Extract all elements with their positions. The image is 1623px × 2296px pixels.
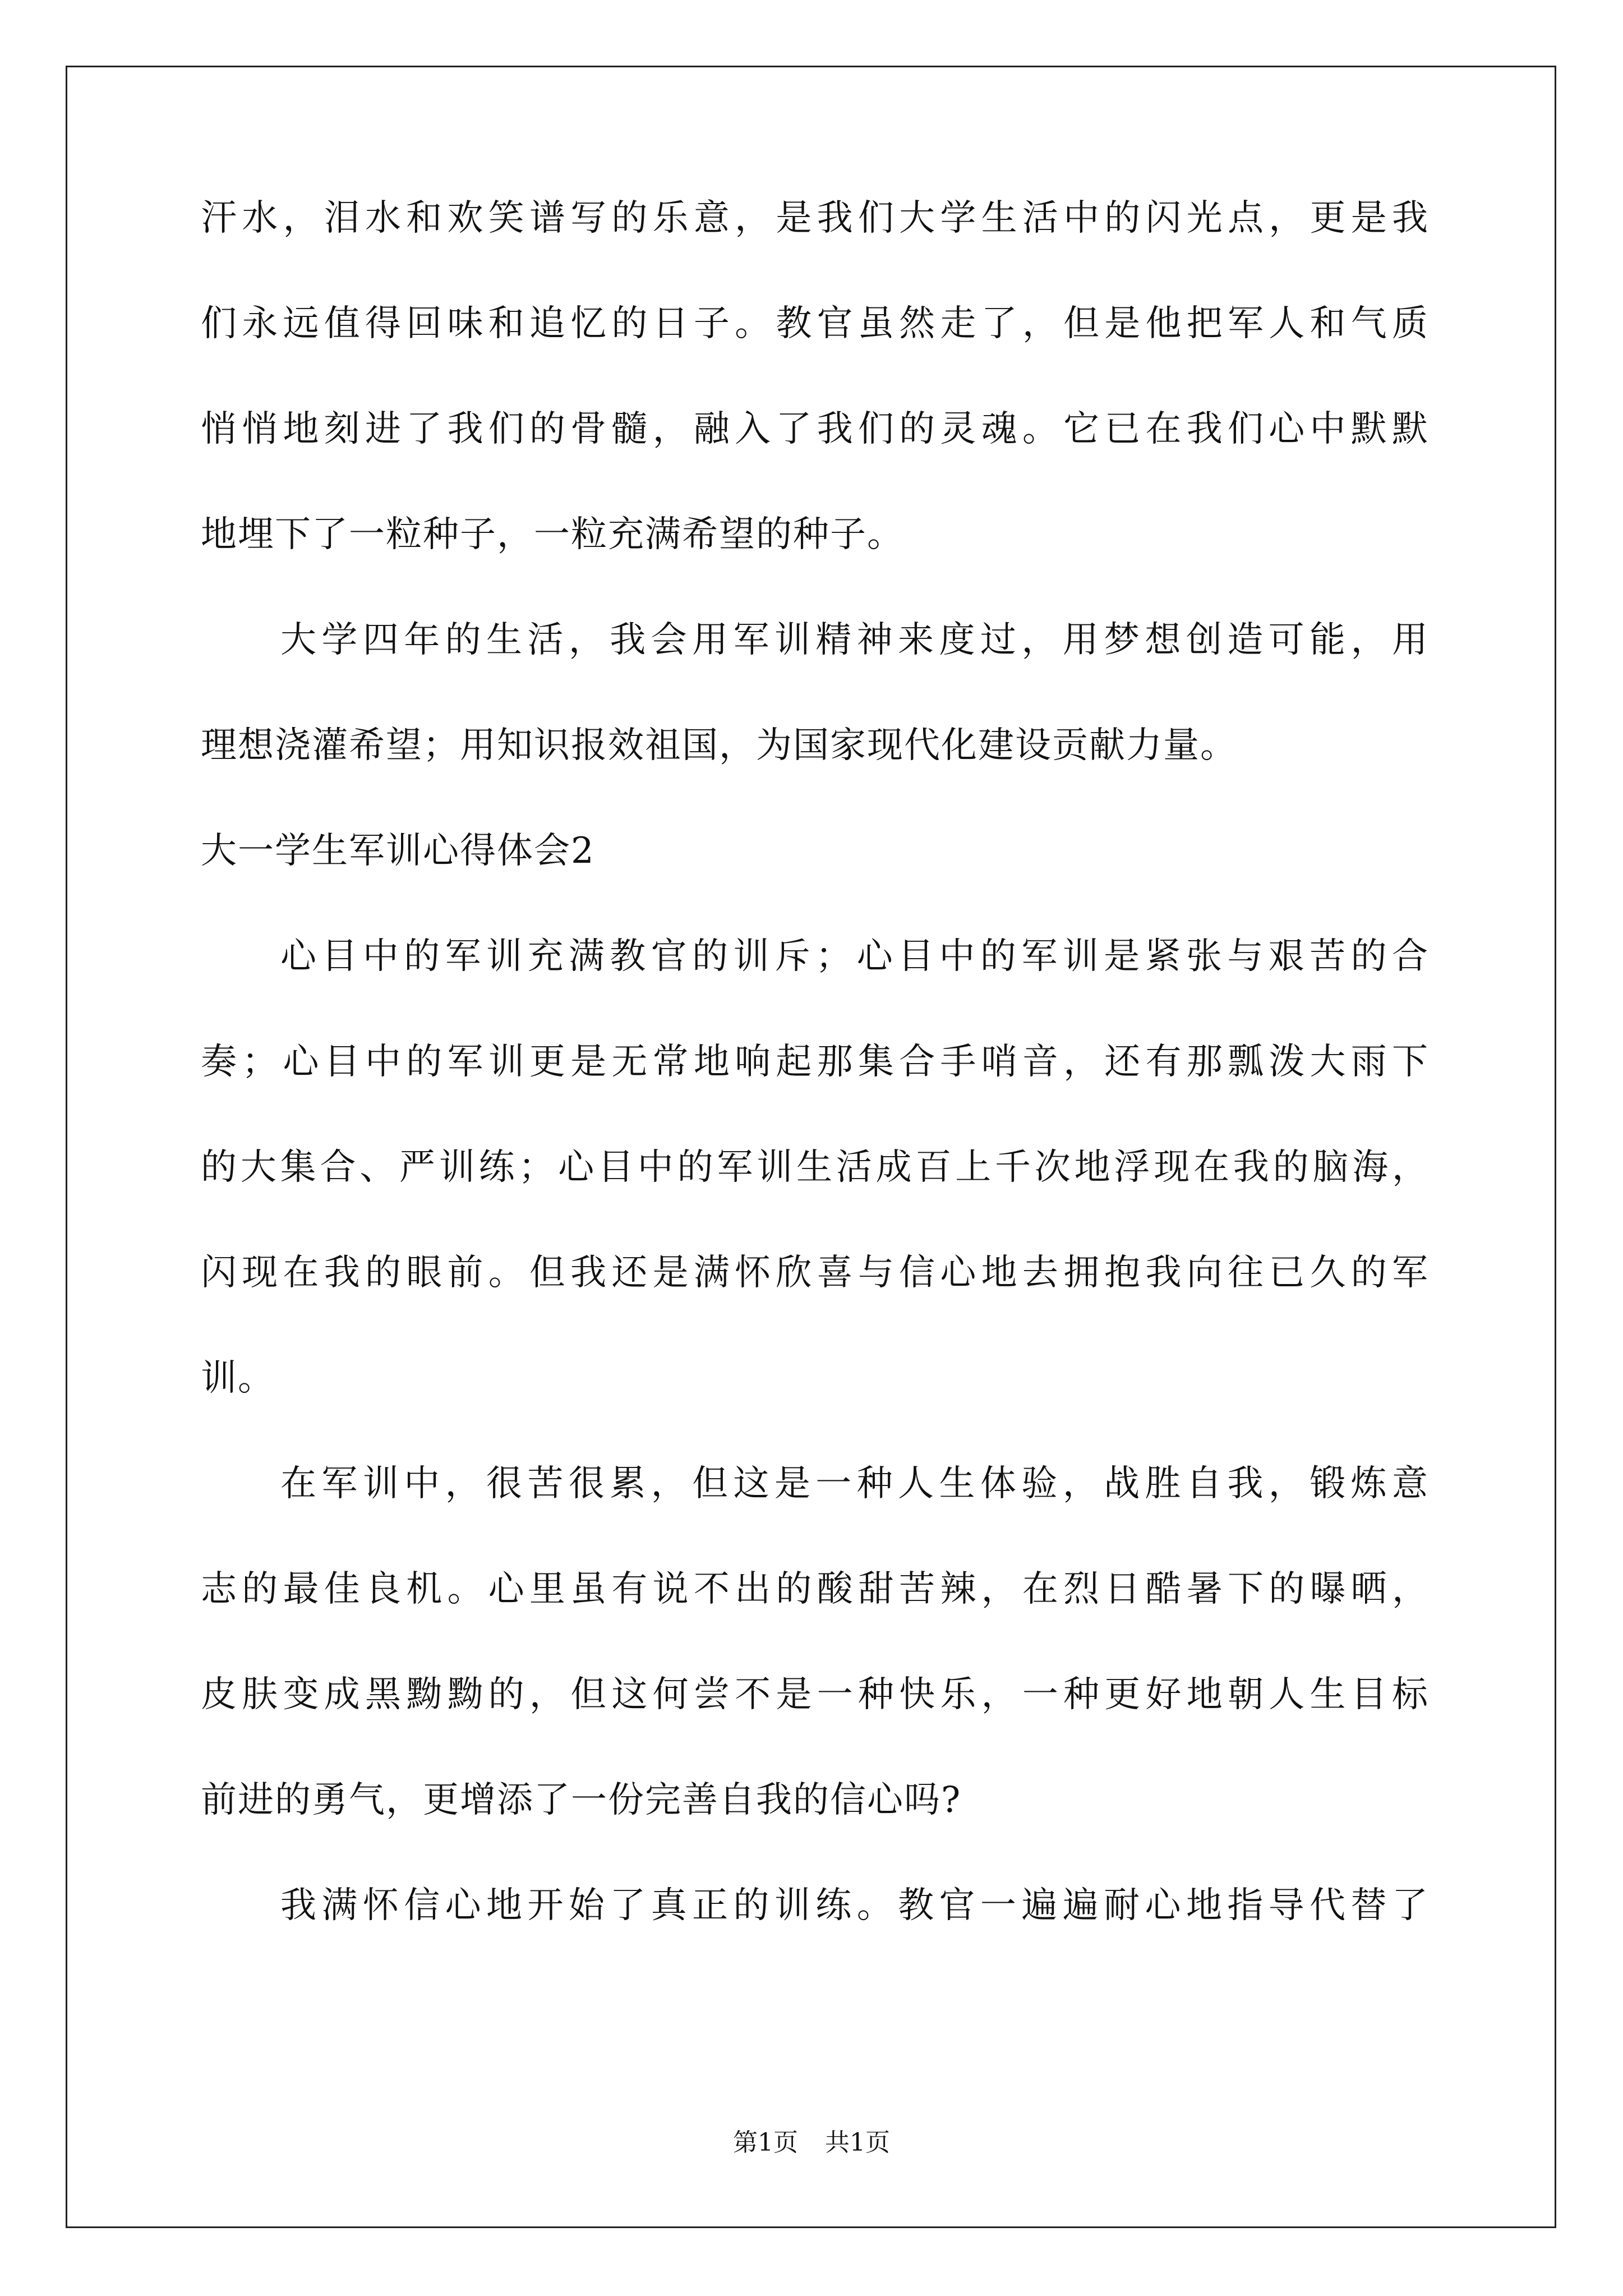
document-body (201, 191, 1429, 1984)
paragraph-line: 大学四年的生活，我会用军训精神来度过，用梦想创造可能，用 (280, 619, 1429, 661)
paragraph-line: 志的最佳良机。心里虽有说不出的酸甜苦辣，在烈日酷暑下的曝晒， (201, 1568, 1429, 1610)
page-number-total: 共1页 (825, 2128, 890, 2157)
paragraph-line: 皮肤变成黑黝黝的，但这何尝不是一种快乐，一种更好地朝人生目标 (201, 1674, 1429, 1715)
paragraph-line: 心目中的军训充满教官的训斥；心目中的军训是紧张与艰苦的合 (280, 936, 1429, 977)
paragraph-line: 前进的勇气，更增添了一份完善自我的信心吗? (201, 1779, 962, 1821)
paragraph-line: 在军训中，很苦很累，但这是一种人生体验，战胜自我，锻炼意 (280, 1463, 1429, 1504)
paragraph-line: 的大集合、严训练；心目中的军训生活成百上千次地浮现在我的脑海， (201, 1147, 1429, 1188)
paragraph-line: 训。 (201, 1358, 275, 1399)
paragraph-line: 闪现在我的眼前。但我还是满怀欣喜与信心地去拥抱我向往已久的军 (201, 1252, 1429, 1294)
page-footer (0, 2126, 1623, 2160)
paragraph-line: 我满怀信心地开始了真正的训练。教官一遍遍耐心地指导代替了 (280, 1885, 1429, 1926)
paragraph-line: 奏；心目中的军训更是无常地响起那集合手哨音，还有那瓢泼大雨下 (201, 1041, 1429, 1083)
paragraph-line: 理想浇灌希望；用知识报效祖国，为国家现代化建设贡献力量。 (201, 725, 1237, 766)
paragraph-line: 地埋下了一粒种子，一粒充满希望的种子。 (201, 514, 904, 555)
page-number-current: 第1页 (733, 2128, 798, 2157)
paragraph-line: 们永远值得回味和追忆的日子。教官虽然走了，但是他把军人和气质 (201, 303, 1429, 344)
section-heading: 大一学生军训心得体会2 (201, 830, 595, 872)
paragraph-line: 汗水，泪水和欢笑谱写的乐意，是我们大学生活中的闪光点，更是我 (201, 197, 1429, 239)
paragraph-line: 悄悄地刻进了我们的骨髓，融入了我们的灵魂。它已在我们心中默默 (201, 408, 1429, 450)
